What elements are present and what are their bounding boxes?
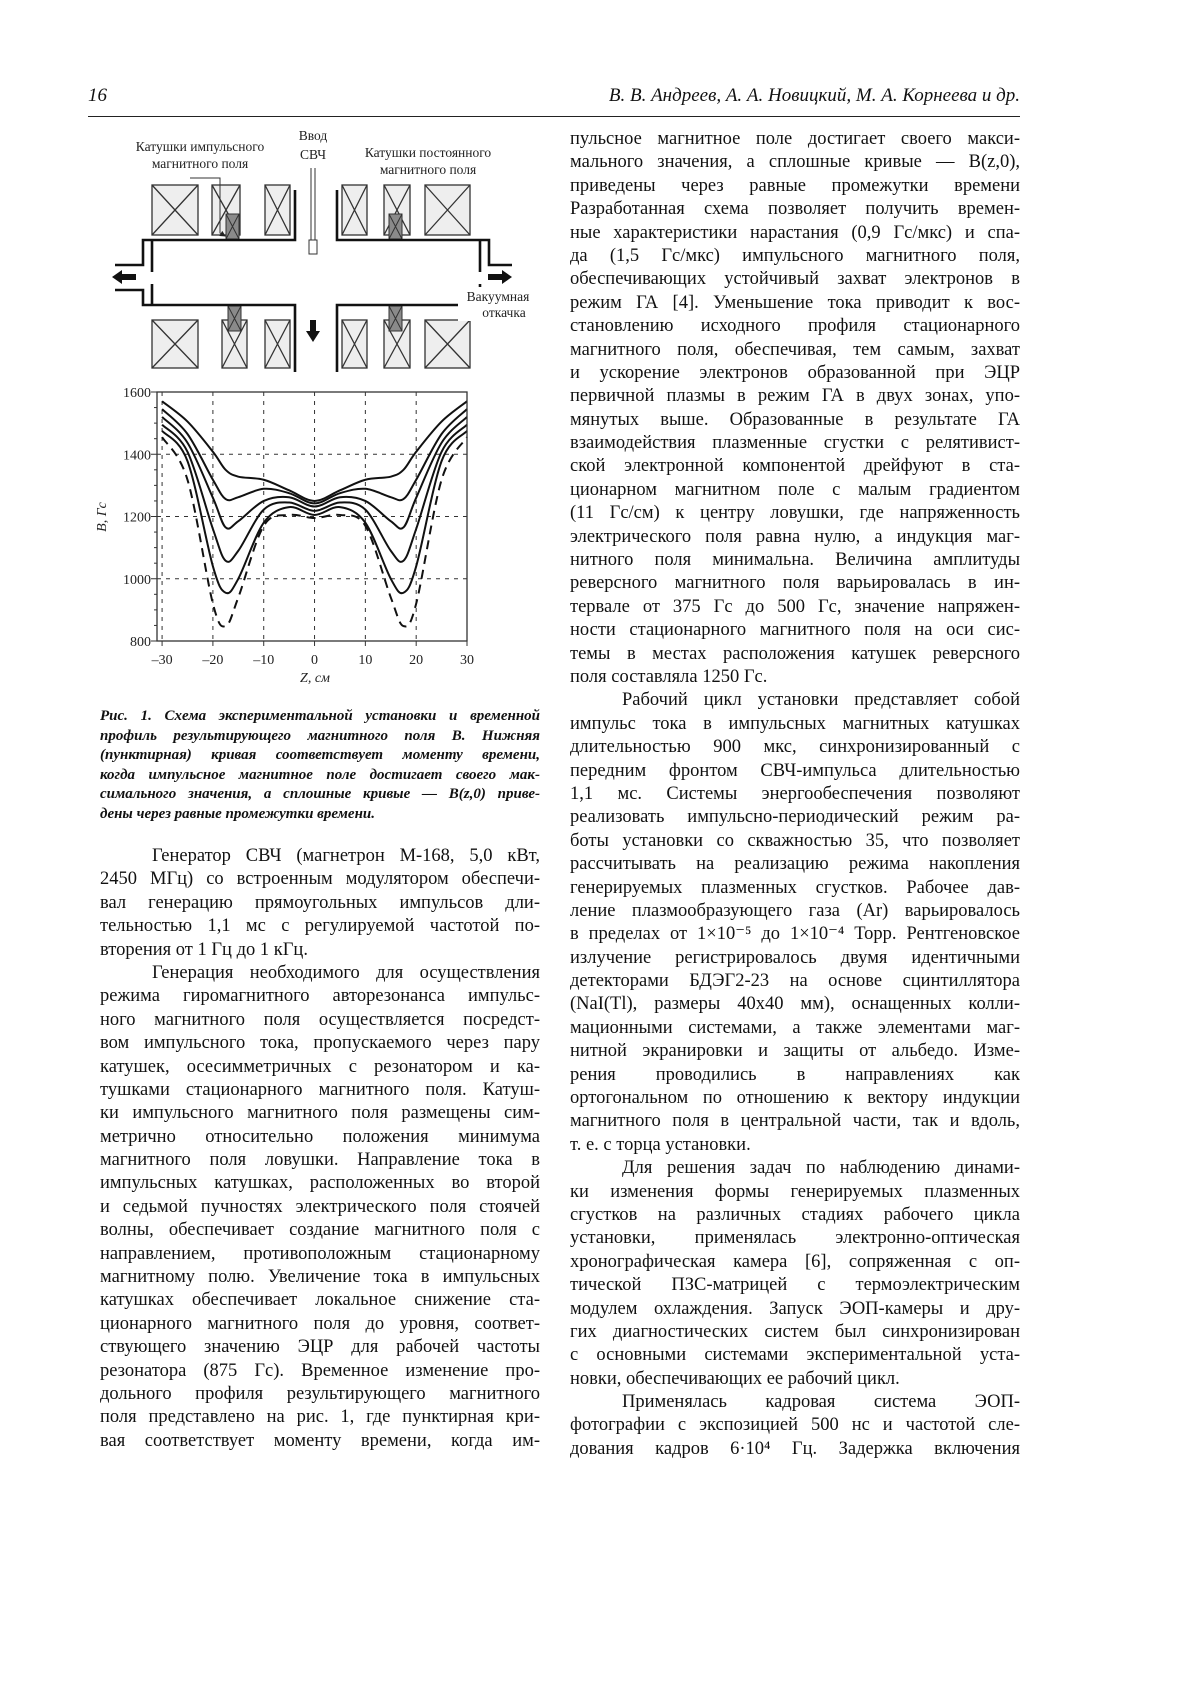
- text-line: волны, обеспечивает создание магнитного поля с: [100, 1220, 540, 1241]
- text-line: вом импульсного тока, пропускаемого через пару: [100, 1033, 540, 1054]
- header-rule: [88, 116, 1020, 117]
- caption-line: когда импульсное магнитное поле достигает своего мак-: [100, 766, 540, 783]
- y-tick-label: 800: [130, 635, 151, 650]
- y-tick-label: 1400: [123, 448, 151, 464]
- text-line: ного магнитного поля осуществляется посредст-: [100, 1009, 540, 1030]
- label-vacuum-2: откачка: [482, 305, 526, 320]
- text-line: генерируемых плазменных сгустков. Рабочее дав-: [570, 877, 1020, 898]
- text-line: в пределах от 1×10⁻⁵ до 1×10⁻⁴ Торр. Рентгеновское: [570, 924, 1020, 945]
- text-line: Генерация необходимого для осуществления: [152, 962, 540, 983]
- text-line: и ускорение электронов образованной при ЭЦР: [570, 362, 1020, 383]
- text-line: магнитному полю. Увеличение тока в импульсных: [100, 1267, 540, 1288]
- text-line: (NaI(Tl), размеры 40х40 мм), оснащенных колли-: [570, 994, 1020, 1015]
- label-pulse-coils-2: магнитного поля: [151, 156, 249, 171]
- text-line: ортогональном по отношению к вектору индукции: [570, 1088, 1020, 1109]
- paragraph: [100, 962, 540, 1453]
- microwave-input: [309, 168, 317, 254]
- text-line: Генератор СВЧ (магнетрон М-168, 5,0 кВт,: [152, 846, 540, 866]
- text-line: новки, обеспечивающих ее рабочий цикл.: [570, 1368, 900, 1389]
- text-line: да (1,5 Гс/мкс) импульсного магнитного поля,: [570, 245, 1020, 266]
- text-line: становлению исходного профиля стационарного: [570, 316, 1020, 337]
- text-line: Для решения задач по наблюдению динами-: [622, 1158, 1020, 1179]
- text-line: обеспечивающих устойчивый захват электронов в: [570, 269, 1020, 290]
- text-line: ки изменения формы генерируемых плазменных: [570, 1181, 1020, 1202]
- paragraph: [570, 128, 1020, 689]
- x-axis-label: Z, см: [300, 671, 330, 686]
- caption-line: дены через равные промежутки времени.: [100, 805, 375, 822]
- setup-diagram: [100, 118, 550, 383]
- text-line: приведены через равные промежутки времени: [570, 175, 1020, 196]
- y-tick-label: 1600: [123, 386, 151, 401]
- text-line: катушек, осесимметричных с резонатором и ка-: [100, 1056, 540, 1077]
- text-line: сгустков на различных стадиях рабочего цикла: [570, 1204, 1020, 1225]
- text-line: магнитного поля ловушки. Направление тока в: [100, 1150, 540, 1171]
- coil-top-1: [152, 185, 198, 235]
- text-line: дольного профиля результирующего магнитного: [100, 1383, 540, 1404]
- text-line: гих диагностических систем был синхронизирован: [570, 1321, 1020, 1342]
- text-line: нитного поля минимальна. Величина амплитуды: [570, 550, 1020, 571]
- x-tick-label: –30: [151, 653, 173, 668]
- paragraph: [570, 1157, 1020, 1391]
- coil-bottom-1: [152, 320, 198, 368]
- text-line: (11 Гс/см) к центру ловушки, где напряженность: [570, 503, 1020, 524]
- text-line: ционарного магнитного поля до уровня, соответ-: [100, 1313, 540, 1334]
- text-line: рассчитывать на реализацию режима накопления: [570, 854, 1020, 875]
- text-line: темы в местах расположения катушек реверсного: [570, 643, 1020, 664]
- coil-top-4: [342, 185, 367, 235]
- running-header-authors: В. В. Андреев, А. А. Новицкий, М. А. Корнеева и др.: [608, 85, 1020, 106]
- label-vacuum-1: Вакуумная: [466, 289, 530, 304]
- text-line: тервале от 375 Гс до 500 Гс, значение напряжен-: [570, 596, 1020, 617]
- text-line: передним фронтом СВЧ-импульса длительностью: [570, 760, 1020, 781]
- text-line: 1,1 мс. Системы энергообеспечения позволяют: [570, 783, 1020, 804]
- label-pulse-coils-1: Катушки импульсного: [135, 139, 265, 154]
- x-tick-label: –20: [202, 653, 224, 668]
- text-line: мационными системами, а также элементами маг-: [570, 1017, 1020, 1038]
- text-line: т. е. с торца установки.: [570, 1134, 751, 1155]
- text-line: режим ГА [4]. Уменьшение тока приводит к вос-: [570, 292, 1020, 313]
- pulse-coils: [226, 214, 402, 331]
- text-line: метрично относительно положения минимума: [100, 1126, 540, 1147]
- text-line: мального значения, а сплошные кривые — B(z,0),: [570, 152, 1020, 173]
- coil-top-6: [425, 185, 470, 235]
- text-line: установки, применялась электронно-оптическая: [570, 1228, 1020, 1249]
- field-profile-chart: [80, 380, 500, 700]
- caption-line: симального значения, а сплошные кривые — B(z,0) приве-: [100, 786, 540, 803]
- text-line: детекторами БДЭГ2-23 на основе сцинтиллятора: [570, 971, 1020, 992]
- text-line: 2450 МГц) со встроенным модулятором обеспечи-: [100, 869, 540, 890]
- y-tick-label: 1200: [123, 510, 151, 526]
- paragraph: [570, 1391, 1020, 1461]
- x-tick-label: 30: [460, 653, 474, 668]
- x-tick-label: –10: [253, 653, 275, 668]
- text-line: взаимодействия плазменные сгустки с релятивист-: [570, 433, 1020, 454]
- y-axis-label: B, Гс: [95, 502, 110, 532]
- text-line: и седьмой пучностях электрического поля стоячей: [100, 1196, 540, 1217]
- coil-bottom-6: [425, 320, 470, 368]
- text-line: модулем охлаждения. Запуск ЭОП-камеры и дру-: [570, 1298, 1020, 1319]
- text-line: реализовать импульсно-периодический режим ра-: [570, 807, 1020, 828]
- text-line: дования кадров 6·10⁴ Гц. Задержка включения: [570, 1438, 1020, 1459]
- x-tick-label: 10: [358, 653, 373, 668]
- label-dc-coils-2: магнитного поля: [379, 162, 477, 177]
- x-tick-label: 0: [311, 653, 319, 668]
- coil-bottom-4: [342, 320, 367, 368]
- paragraph: [570, 689, 1020, 1157]
- text-line: Рабочий цикл установки представляет собой: [622, 690, 1020, 711]
- label-mw-input-2: СВЧ: [299, 147, 327, 162]
- label-dc-coils-1: Катушки постоянного: [364, 145, 492, 160]
- text-line: боты установки со скважностью 35, что позволяет: [570, 830, 1020, 851]
- text-line: катушках обеспечивает локальное снижение ста-: [100, 1290, 540, 1311]
- text-line: резонатора (875 Гс). Временное изменение про-: [100, 1360, 540, 1381]
- text-line: магнитного поля, обеспечивая, тем самым, захват: [570, 339, 1020, 360]
- page-number: 16: [88, 85, 107, 106]
- text-line: вал генерацию прямоугольных импульсов дли-: [100, 892, 540, 913]
- text-line: с основными системами экспериментальной уста-: [570, 1345, 1020, 1366]
- text-line: тушками стационарного магнитного поля. Катуш-: [100, 1079, 540, 1100]
- text-line: ционарном магнитном поле с малым градиентом: [570, 479, 1020, 500]
- text-line: поля представлено на рис. 1, где пунктирная кри-: [100, 1407, 540, 1428]
- text-line: первичной плазмы в режим ГА в двух зонах, упо-: [570, 386, 1020, 407]
- text-line: магнитного поля в центральной части, так и вдоль,: [570, 1111, 1020, 1132]
- arrow-down-icon: [306, 320, 320, 342]
- text-line: Применялась кадровая система ЭОП-: [622, 1392, 1020, 1413]
- y-tick-label: 1000: [123, 572, 151, 588]
- text-line: ки импульсного магнитного поля размещены сим-: [100, 1103, 540, 1124]
- text-line: рения проводились в направлениях как: [570, 1064, 1020, 1085]
- text-line: импульс тока в импульсных магнитных катушках: [570, 713, 1020, 734]
- x-tick-label: 20: [409, 653, 424, 668]
- label-mw-input-1: Ввод: [298, 128, 328, 143]
- coil-top-3: [265, 185, 290, 235]
- text-line: мянутых выше. Образованные в результате ГА: [570, 409, 1020, 430]
- arrow-left-icon: [112, 270, 136, 284]
- text-line: длительностью 900 мкс, синхронизированный с: [570, 737, 1020, 758]
- figure-caption: [100, 707, 540, 825]
- text-line: вая соответствует моменту времени, когда им-: [100, 1430, 540, 1451]
- text-line: направлением, противоположным стационарному: [100, 1243, 540, 1264]
- text-line: электрического поля равна нулю, а индукция маг-: [570, 526, 1020, 547]
- caption-line: (пунктирная) кривая соответствует моменту времени,: [100, 747, 540, 764]
- text-line: вторения от 1 Гц до 1 кГц.: [100, 939, 308, 960]
- text-line: ности стационарного магнитного поля на оси сис-: [570, 620, 1020, 641]
- text-line: хронографическая камера [6], сопряженная с оп-: [570, 1251, 1020, 1272]
- paragraph: [100, 845, 540, 962]
- text-line: ление плазмообразующего газа (Ar) варьировалось: [570, 900, 1020, 921]
- text-line: поля составляла 1250 Гс.: [570, 666, 768, 687]
- text-line: пульсное магнитное поле достигает своего макси-: [570, 129, 1020, 149]
- coil-bottom-3: [265, 320, 290, 368]
- caption-line: профиль результирующего магнитного поля B. Нижняя: [100, 727, 540, 744]
- caption-line: Рис. 1. Схема экспериментальной установки и временной: [100, 708, 540, 724]
- left-column: [100, 845, 540, 1453]
- text-line: импульсных катушках, расположенных во второй: [100, 1173, 540, 1194]
- text-line: Разработанная схема позволяет получить времен-: [570, 199, 1020, 220]
- text-line: ствующего значению ЭЦР для рабочей частоты: [100, 1337, 540, 1358]
- arrow-right-icon: [488, 270, 512, 284]
- text-line: фотографии с экспозицией 500 нс и частотой сле-: [570, 1415, 1020, 1436]
- text-line: тельностью 1,1 мс с регулируемой частотой по-: [100, 916, 540, 937]
- text-line: ные характеристики нарастания (0,9 Гс/мкс) и спа-: [570, 222, 1020, 243]
- text-line: излучение регистрировалось двумя идентичными: [570, 947, 1020, 968]
- text-line: нитной экранировки и защиты от альбедо. Изме-: [570, 1041, 1020, 1062]
- text-line: реверсного магнитного поля варьировалась в ин-: [570, 573, 1020, 594]
- right-column: [570, 128, 1020, 1461]
- text-line: режима гиромагнитного авторезонанса импульс-: [100, 986, 540, 1007]
- text-line: тической ПЗС-матрицей с термоэлектрическим: [570, 1275, 1020, 1296]
- text-line: ской электронной компонентой дрейфуют в ста-: [570, 456, 1020, 477]
